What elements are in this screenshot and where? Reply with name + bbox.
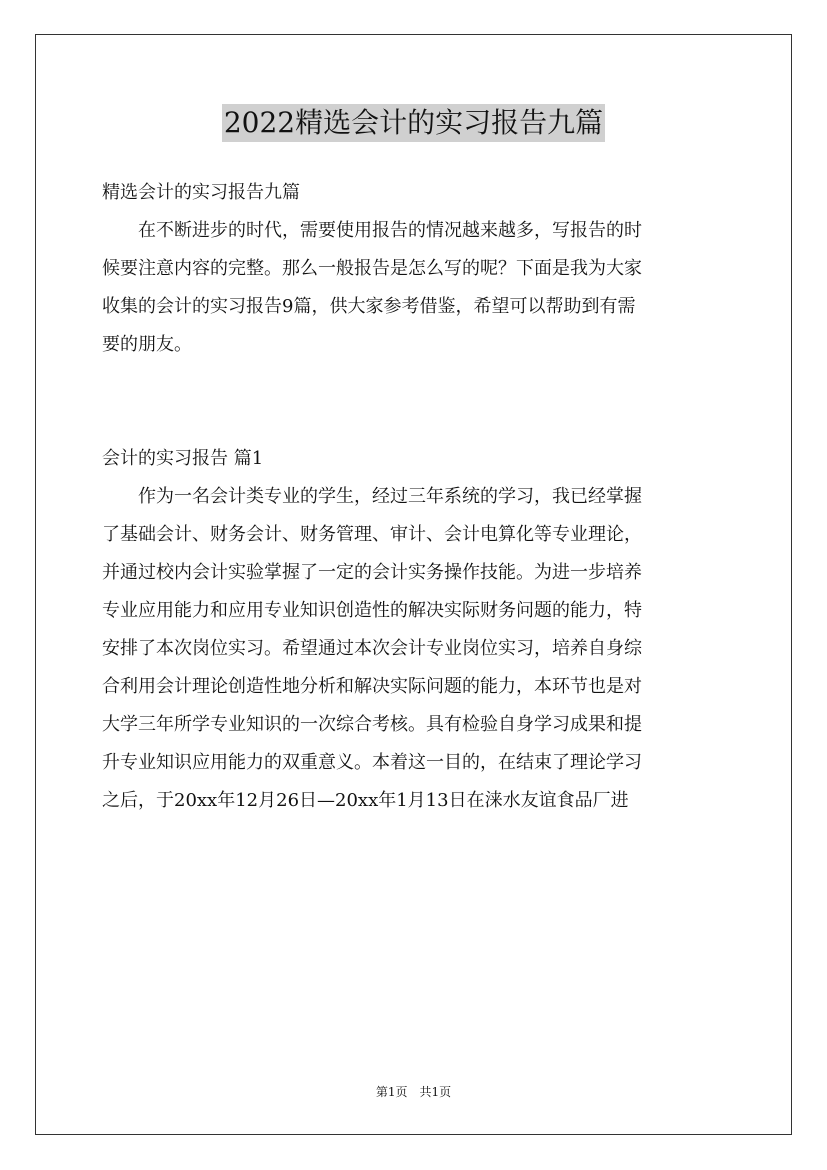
section-heading: 会计的实习报告 篇1 [102,448,264,469]
intro-line: 要的朋友。 [102,334,192,355]
section-line: 升专业知识应用能力的双重意义。本着这一目的，在结束了理论学习 [102,752,642,773]
section-line: 安排了本次岗位实习。希望通过本次会计专业岗位实习，培养自身综 [102,638,642,659]
section-paragraph [102,478,726,820]
section-line: 专业应用能力和应用专业知识创造性的解决实际财务问题的能力，特 [102,600,642,621]
section-line: 作为一名会计类专业的学生，经过三年系统的学习，我已经掌握 [102,486,642,507]
section-line: 大学三年所学专业知识的一次综合考核。具有检验自身学习成果和提 [102,714,642,735]
section-line: 了基础会计、财务会计、财务管理、审计、会计电算化等专业理论， [102,524,642,545]
document-title: 2022精选会计的实习报告九篇 [222,104,605,142]
intro-line: 候要注意内容的完整。那么一般报告是怎么写的呢？下面是我为大家 [102,258,642,279]
document-subtitle: 精选会计的实习报告九篇 [102,182,300,203]
page-footer: 第1页 共1页 [375,1085,452,1099]
intro-paragraph [102,212,726,364]
section-line: 之后，于20xx年12月26日—20xx年1月13日在涞水友谊食品厂进 [102,790,629,811]
section-line: 并通过校内会计实验掌握了一定的会计实务操作技能。为进一步培养 [102,562,642,583]
blank-line [102,402,726,440]
section-line: 合利用会计理论创造性地分析和解决实际问题的能力，本环节也是对 [102,676,642,697]
title-container [0,104,827,142]
document-body [102,174,726,820]
intro-line: 在不断进步的时代，需要使用报告的情况越来越多，写报告的时 [102,220,642,241]
blank-line [102,364,726,402]
intro-line: 收集的会计的实习报告9篇，供大家参考借鉴，希望可以帮助到有需 [102,296,636,317]
